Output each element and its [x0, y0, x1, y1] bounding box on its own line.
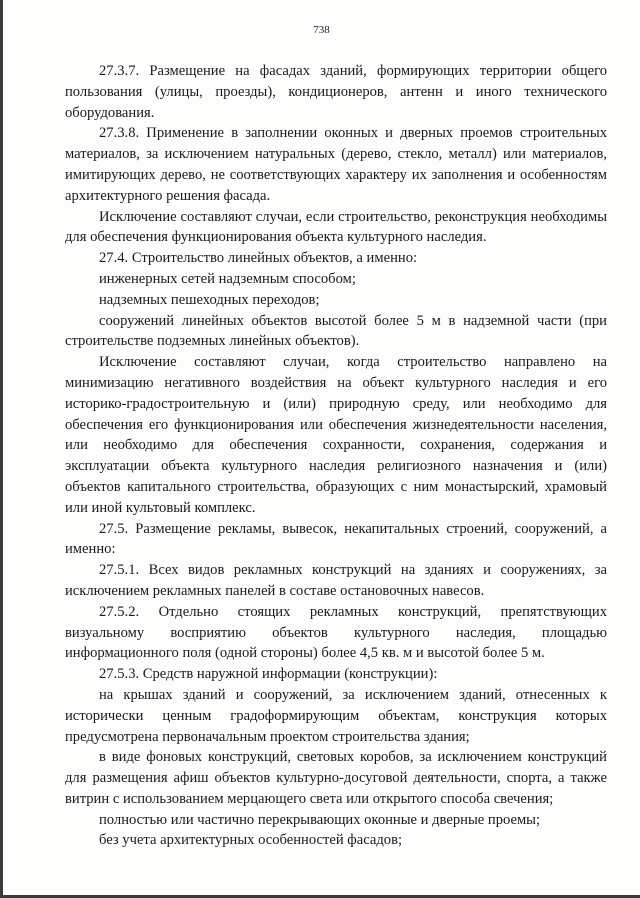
paragraph-27-5-2: 27.5.2. Отдельно стоящих рекламных конструкций, препятствующих визуальному восприятию объектов культурного наследия, площадью информационного поля (одной стороны) более 4,5 кв. м и высотой более 5 м. — [65, 603, 607, 662]
page-number: 738 — [313, 24, 330, 36]
list-item-pedestrian-crossings: надземных пешеходных переходов; — [99, 291, 320, 308]
list-item-background-constructions: в виде фоновых конструкций, световых коробов, за исключением конструкций для размещения афиш объектов культурно-досуговой деятельности, спорта, а также витрин с использованием мерцающего света или открытого способа свечения; — [65, 749, 607, 807]
paragraph-27-5-1: 27.5.1. Всех видов рекламных конструкций на зданиях и сооружениях, за исключением рекламных панелей в составе остановочных навесов. — [65, 562, 607, 599]
document-body — [65, 61, 607, 851]
paragraph-27-3-8: 27.3.8. Применение в заполнении оконных и дверных проемов строительных материалов, за исключением натуральных (дерево, стекло, металл) или материалов, имитирующих дерево, не соответствующих характеру их заполнения и особенностям архитектурного решения фасада. — [65, 125, 607, 204]
list-item-rooftops: на крышах зданий и сооружений, за исключением зданий, отнесенных к исторически ценным градоформирующим объектам, конструкция которых предусмотрена первоначальным проектом строительства здания; — [65, 686, 607, 745]
paragraph-exception-2: Исключение составляют случаи, когда строительство направлено на минимизацию негативного воздействия на объект культурного наследия и его историко-градостроительную и (или) природную среду, или необходимо для обеспечения его функционирования или обеспечения жизнедеятельности населения, или необходимо для обеспечения сохранности, сохранения, содержания и эксплуатации объекта культурного наследия религиозного назначения и (или) объектов капитального строительства, образующих с ним монастырский, храмовый или иной культовый комплекс. — [65, 354, 607, 516]
paragraph-exception-1: Исключение составляют случаи, если строительство, реконструкция необходимы для обеспечения функционирования объекта культурного наследия. — [65, 208, 607, 246]
list-item-architectural-features: без учета архитектурных особенностей фасадов; — [99, 832, 403, 849]
paragraph-27-5-3: 27.5.3. Средств наружной информации (конструкции): — [99, 666, 438, 683]
list-item-linear-structures: сооружений линейных объектов высотой более 5 м в надземной части (при строительстве подземных линейных объектов). — [65, 312, 607, 350]
paragraph-27-5: 27.5. Размещение рекламы, вывесок, некапитальных строений, сооружений, а именно: — [65, 520, 607, 558]
list-item-window-door-openings: полностью или частично перекрывающих оконные и дверные проемы; — [99, 811, 541, 828]
paragraph-27-3-7: 27.3.7. Размещение на фасадах зданий, формирующих территории общего пользования (улицы, проезды), кондиционеров, антенн и иного технического оборудования. — [65, 63, 607, 121]
paragraph-27-4: 27.4. Строительство линейных объектов, а именно: — [99, 250, 418, 267]
list-item-engineering-networks: инженерных сетей надземным способом; — [99, 270, 356, 287]
